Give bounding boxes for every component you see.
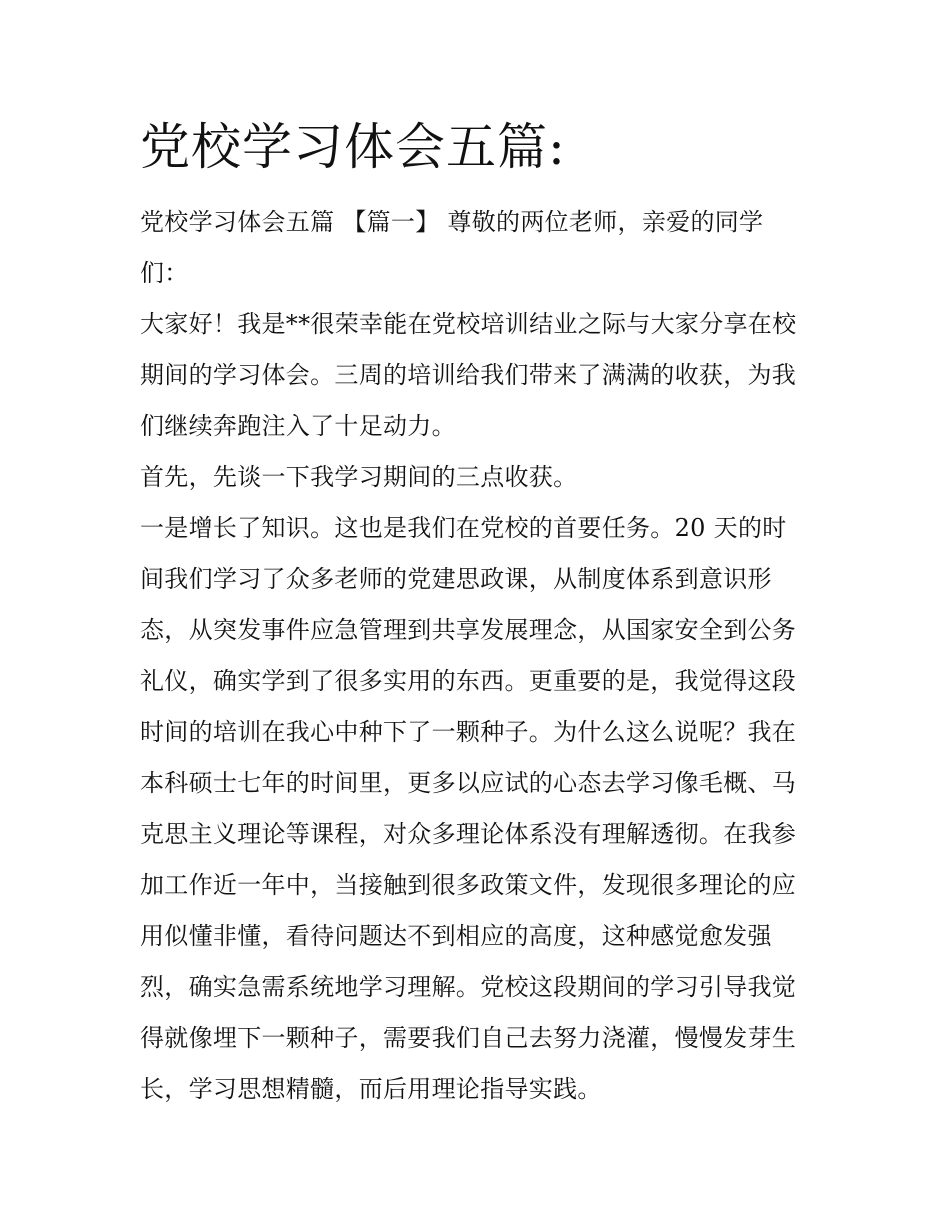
body-line: 时间的培训在我心中种下了一颗种子。为什么这么说呢？我在	[140, 718, 797, 746]
body-line: 克思主义理论等课程，对众多理论体系没有理解透彻。在我参	[140, 820, 797, 848]
body-line: 用似懂非懂，看待问题达不到相应的高度，这种感觉愈发强	[140, 922, 772, 950]
body-line: 大家好！我是**很荣幸能在党校培训结业之际与大家分享在校	[140, 310, 797, 338]
body-line: 期间的学习体会。三周的培训给我们带来了满满的收获，为我	[140, 361, 797, 389]
body-line: 们继续奔跑注入了十足动力。	[140, 412, 456, 440]
body-line: 本科硕士七年的时间里，更多以应试的心态去学习像毛概、马	[140, 769, 797, 797]
body-line: 烈，确实急需系统地学习理解。党校这段期间的学习引导我觉	[140, 973, 797, 1001]
body-line: 礼仪，确实学到了很多实用的东西。更重要的是，我觉得这段	[140, 667, 797, 695]
body-line: 一是增长了知识。这也是我们在党校的首要任务。20 天的时	[140, 514, 787, 542]
body-line: 间我们学习了众多老师的党建思政课，从制度体系到意识形	[140, 565, 772, 593]
document-body	[140, 197, 820, 1115]
body-line: 得就像埋下一颗种子，需要我们自己去努力浇灌，慢慢发芽生	[140, 1024, 797, 1052]
body-line: 首先，先谈一下我学习期间的三点收获。	[140, 463, 578, 491]
body-line: 加工作近一年中，当接触到很多政策文件，发现很多理论的应	[140, 871, 797, 899]
document-title: 党校学习体会五篇:	[140, 118, 566, 176]
body-line: 态，从突发事件应急管理到共享发展理念，从国家安全到公务	[140, 616, 797, 644]
body-line: 长，学习思想精髓，而后用理论指导实践。	[140, 1075, 602, 1103]
body-line: 党校学习体会五篇 【篇一】 尊敬的两位老师，亲爱的同学	[140, 208, 764, 236]
body-line: 们：	[140, 259, 189, 287]
